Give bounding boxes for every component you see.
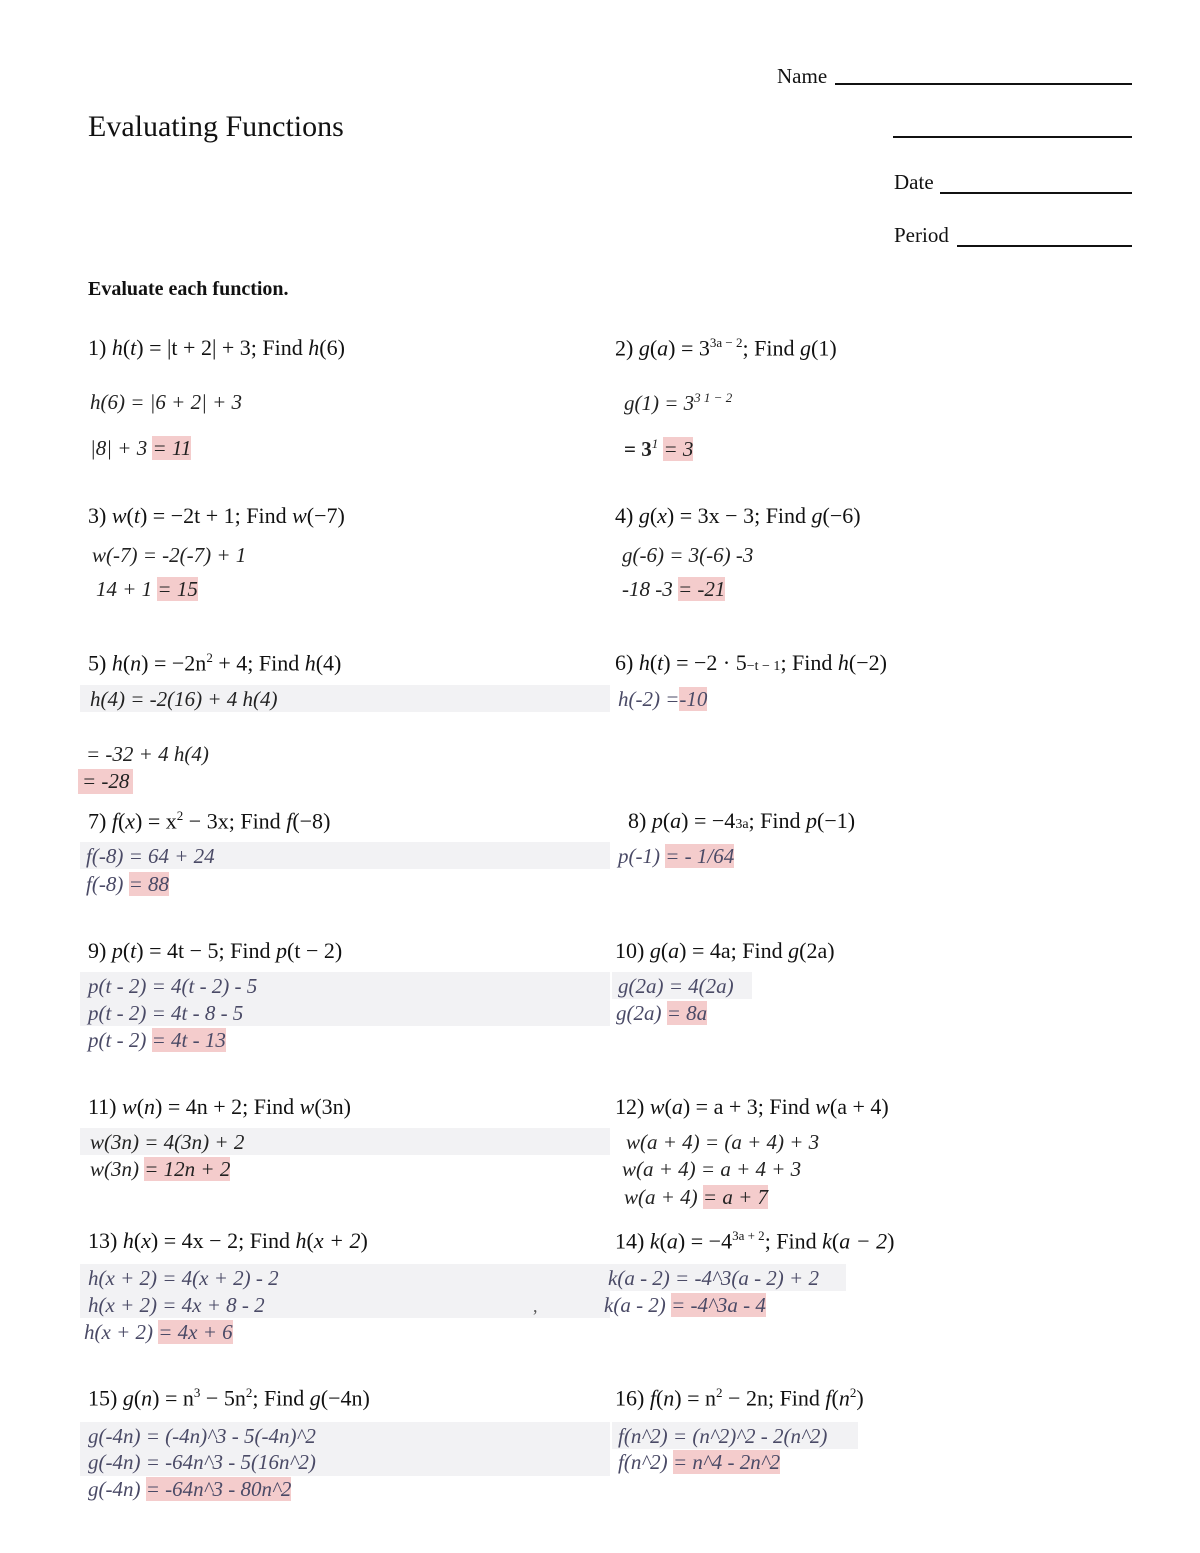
problem-5-work-2: = -32 + 4 h(4) (86, 742, 209, 766)
problem-12-answer: = a + 7 (702, 1185, 769, 1209)
problem-11-answer: = 12n + 2 (144, 1157, 231, 1181)
problem-15-work-3: g(-4n) = -64n^3 - 80n^2 (88, 1477, 292, 1501)
problem-12-work-1: w(a + 4) = (a + 4) + 3 (626, 1130, 820, 1154)
problem-13-answer: = 4x + 6 (158, 1320, 233, 1344)
problem-8-answer: = - 1/64 (665, 844, 735, 868)
period-field[interactable] (957, 245, 1132, 247)
problem-10-work-1: g(2a) = 4(2a) (618, 974, 734, 998)
problem-9-answer: = 4t - 13 (151, 1028, 226, 1052)
problem-10-work-2: g(2a) = 8a (616, 1001, 708, 1025)
problem-1-work-1: h(6) = |6 + 2| + 3 (90, 390, 243, 414)
problem-1-statement: 1) h(t) = |t + 2| + 3; Find h(6) (88, 335, 345, 360)
period-label: Period (894, 223, 949, 247)
date-field[interactable] (940, 192, 1132, 194)
problem-3-answer: = 15 (157, 577, 198, 601)
problem-2-work-2: = $3^1 = 3$ (624, 436, 694, 461)
problem-14-statement: 14) $k(a) = -4^{3a + 2}$; Find k(a − 2) (615, 1228, 895, 1254)
problem-3-work-2: 14 + 1 = 15 (96, 577, 198, 601)
problem-11-statement: 11) w(n) = 4n + 2; Find w(3n) (88, 1094, 351, 1119)
problem-3-work-1: w(-7) = -2(-7) + 1 (92, 543, 247, 567)
problem-2-statement: 2) $g(a) = 3^{3a - 2}$; Find g(1) (615, 335, 837, 361)
problem-11-work-2: w(3n) = 12n + 2 (90, 1157, 231, 1181)
problem-6-statement: 6) h(t) = −2 · 5−t − 1; Find h(−2) (615, 650, 887, 675)
name-field-line2[interactable] (893, 136, 1132, 138)
problem-16-work-1: f(n^2) = (n^2)^2 - 2(n^2) (618, 1424, 828, 1448)
problem-6-work-1: h(-2) =-10 (618, 687, 708, 711)
problem-13-work-3: h(x + 2) = 4x + 6 (84, 1320, 233, 1344)
problem-16-statement: 16) $f(n) = n^2 - 2n$; Find $f(n^2)$ (615, 1385, 864, 1411)
problem-12-work-3: w(a + 4) = a + 7 (624, 1185, 769, 1209)
name-field[interactable] (835, 83, 1132, 85)
problem-5-work-1: h(4) = -2(16) + 4 h(4) (90, 687, 278, 711)
problem-4-work-2: -18 -3 = -21 (622, 577, 726, 601)
problem-11-work-1: w(3n) = 4(3n) + 2 (90, 1130, 245, 1154)
problem-13-work-1: h(x + 2) = 4(x + 2) - 2 (88, 1266, 279, 1290)
problem-5-answer: = -28 (78, 769, 133, 794)
problem-12-work-2: w(a + 4) = a + 4 + 3 (622, 1157, 802, 1181)
name-label: Name (777, 64, 828, 88)
problem-10-answer: = 8a (666, 1001, 708, 1025)
problem-4-work-1: g(-6) = 3(-6) -3 (622, 543, 754, 567)
problem-7-work-1: f(-8) = 64 + 24 (86, 844, 215, 868)
problem-15-answer: = -64n^3 - 80n^2 (145, 1477, 292, 1501)
problem-8-statement: 8) p(a) = −43a; Find p(−1) (628, 808, 856, 833)
problem-6-answer: -10 (679, 687, 708, 711)
page-title: Evaluating Functions (88, 110, 344, 143)
problem-15-statement: 15) $g(n) = n^3 - 5n^2$; Find g(−4n) (88, 1385, 370, 1411)
problem-14-work-1: k(a - 2) = -4^3(a - 2) + 2 (608, 1266, 819, 1290)
problem-12-statement: 12) w(a) = a + 3; Find w(a + 4) (615, 1094, 889, 1119)
stray-mark: , (533, 1296, 538, 1316)
problem-1-answer: = 11 (152, 436, 192, 460)
instruction: Evaluate each function. (88, 278, 289, 300)
problem-7-answer: = 88 (128, 872, 169, 896)
problem-14-answer: = -4^3a - 4 (671, 1293, 766, 1317)
problem-9-statement: 9) p(t) = 4t − 5; Find p(t − 2) (88, 938, 343, 963)
problem-15-work-1: g(-4n) = (-4n)^3 - 5(-4n)^2 (88, 1424, 316, 1448)
problem-9-work-1: p(t - 2) = 4(t - 2) - 5 (88, 974, 258, 998)
problem-5-statement: 5) $h(n) = -2n^2 + 4$; Find h(4) (88, 650, 342, 676)
problem-13-work-2: h(x + 2) = 4x + 8 - 2 (88, 1293, 265, 1317)
problem-2-answer: = 3 (663, 437, 694, 461)
problem-9-work-3: p(t - 2) = 4t - 13 (88, 1028, 226, 1052)
problem-10-statement: 10) g(a) = 4a; Find g(2a) (615, 938, 835, 963)
problem-9-work-2: p(t - 2) = 4t - 8 - 5 (88, 1001, 244, 1025)
problem-1-work-2: |8| + 3 = 11 (90, 436, 192, 460)
problem-13-statement: 13) h(x) = 4x − 2; Find h(x + 2) (88, 1228, 368, 1253)
problem-4-answer: = -21 (678, 577, 726, 601)
problem-16-work-2: f(n^2) = n^4 - 2n^2 (618, 1450, 781, 1474)
problem-2-work-1: $g(1) = 3^{3 1 - 2}$ (624, 390, 733, 415)
problem-7-work-2: f(-8) = 88 (86, 872, 169, 896)
problem-3-statement: 3) w(t) = −2t + 1; Find w(−7) (88, 503, 345, 528)
problem-7-statement: 7) $f(x) = x^2 - 3x$; Find f(−8) (88, 808, 331, 834)
problem-14-work-2: k(a - 2) = -4^3a - 4 (604, 1293, 766, 1317)
problem-8-work-1: p(-1) = - 1/64 (618, 844, 735, 868)
date-label: Date (894, 170, 934, 194)
problem-16-answer: = n^4 - 2n^2 (672, 1450, 781, 1474)
problem-15-work-2: g(-4n) = -64n^3 - 5(16n^2) (88, 1450, 316, 1474)
problem-4-statement: 4) g(x) = 3x − 3; Find g(−6) (615, 503, 861, 528)
